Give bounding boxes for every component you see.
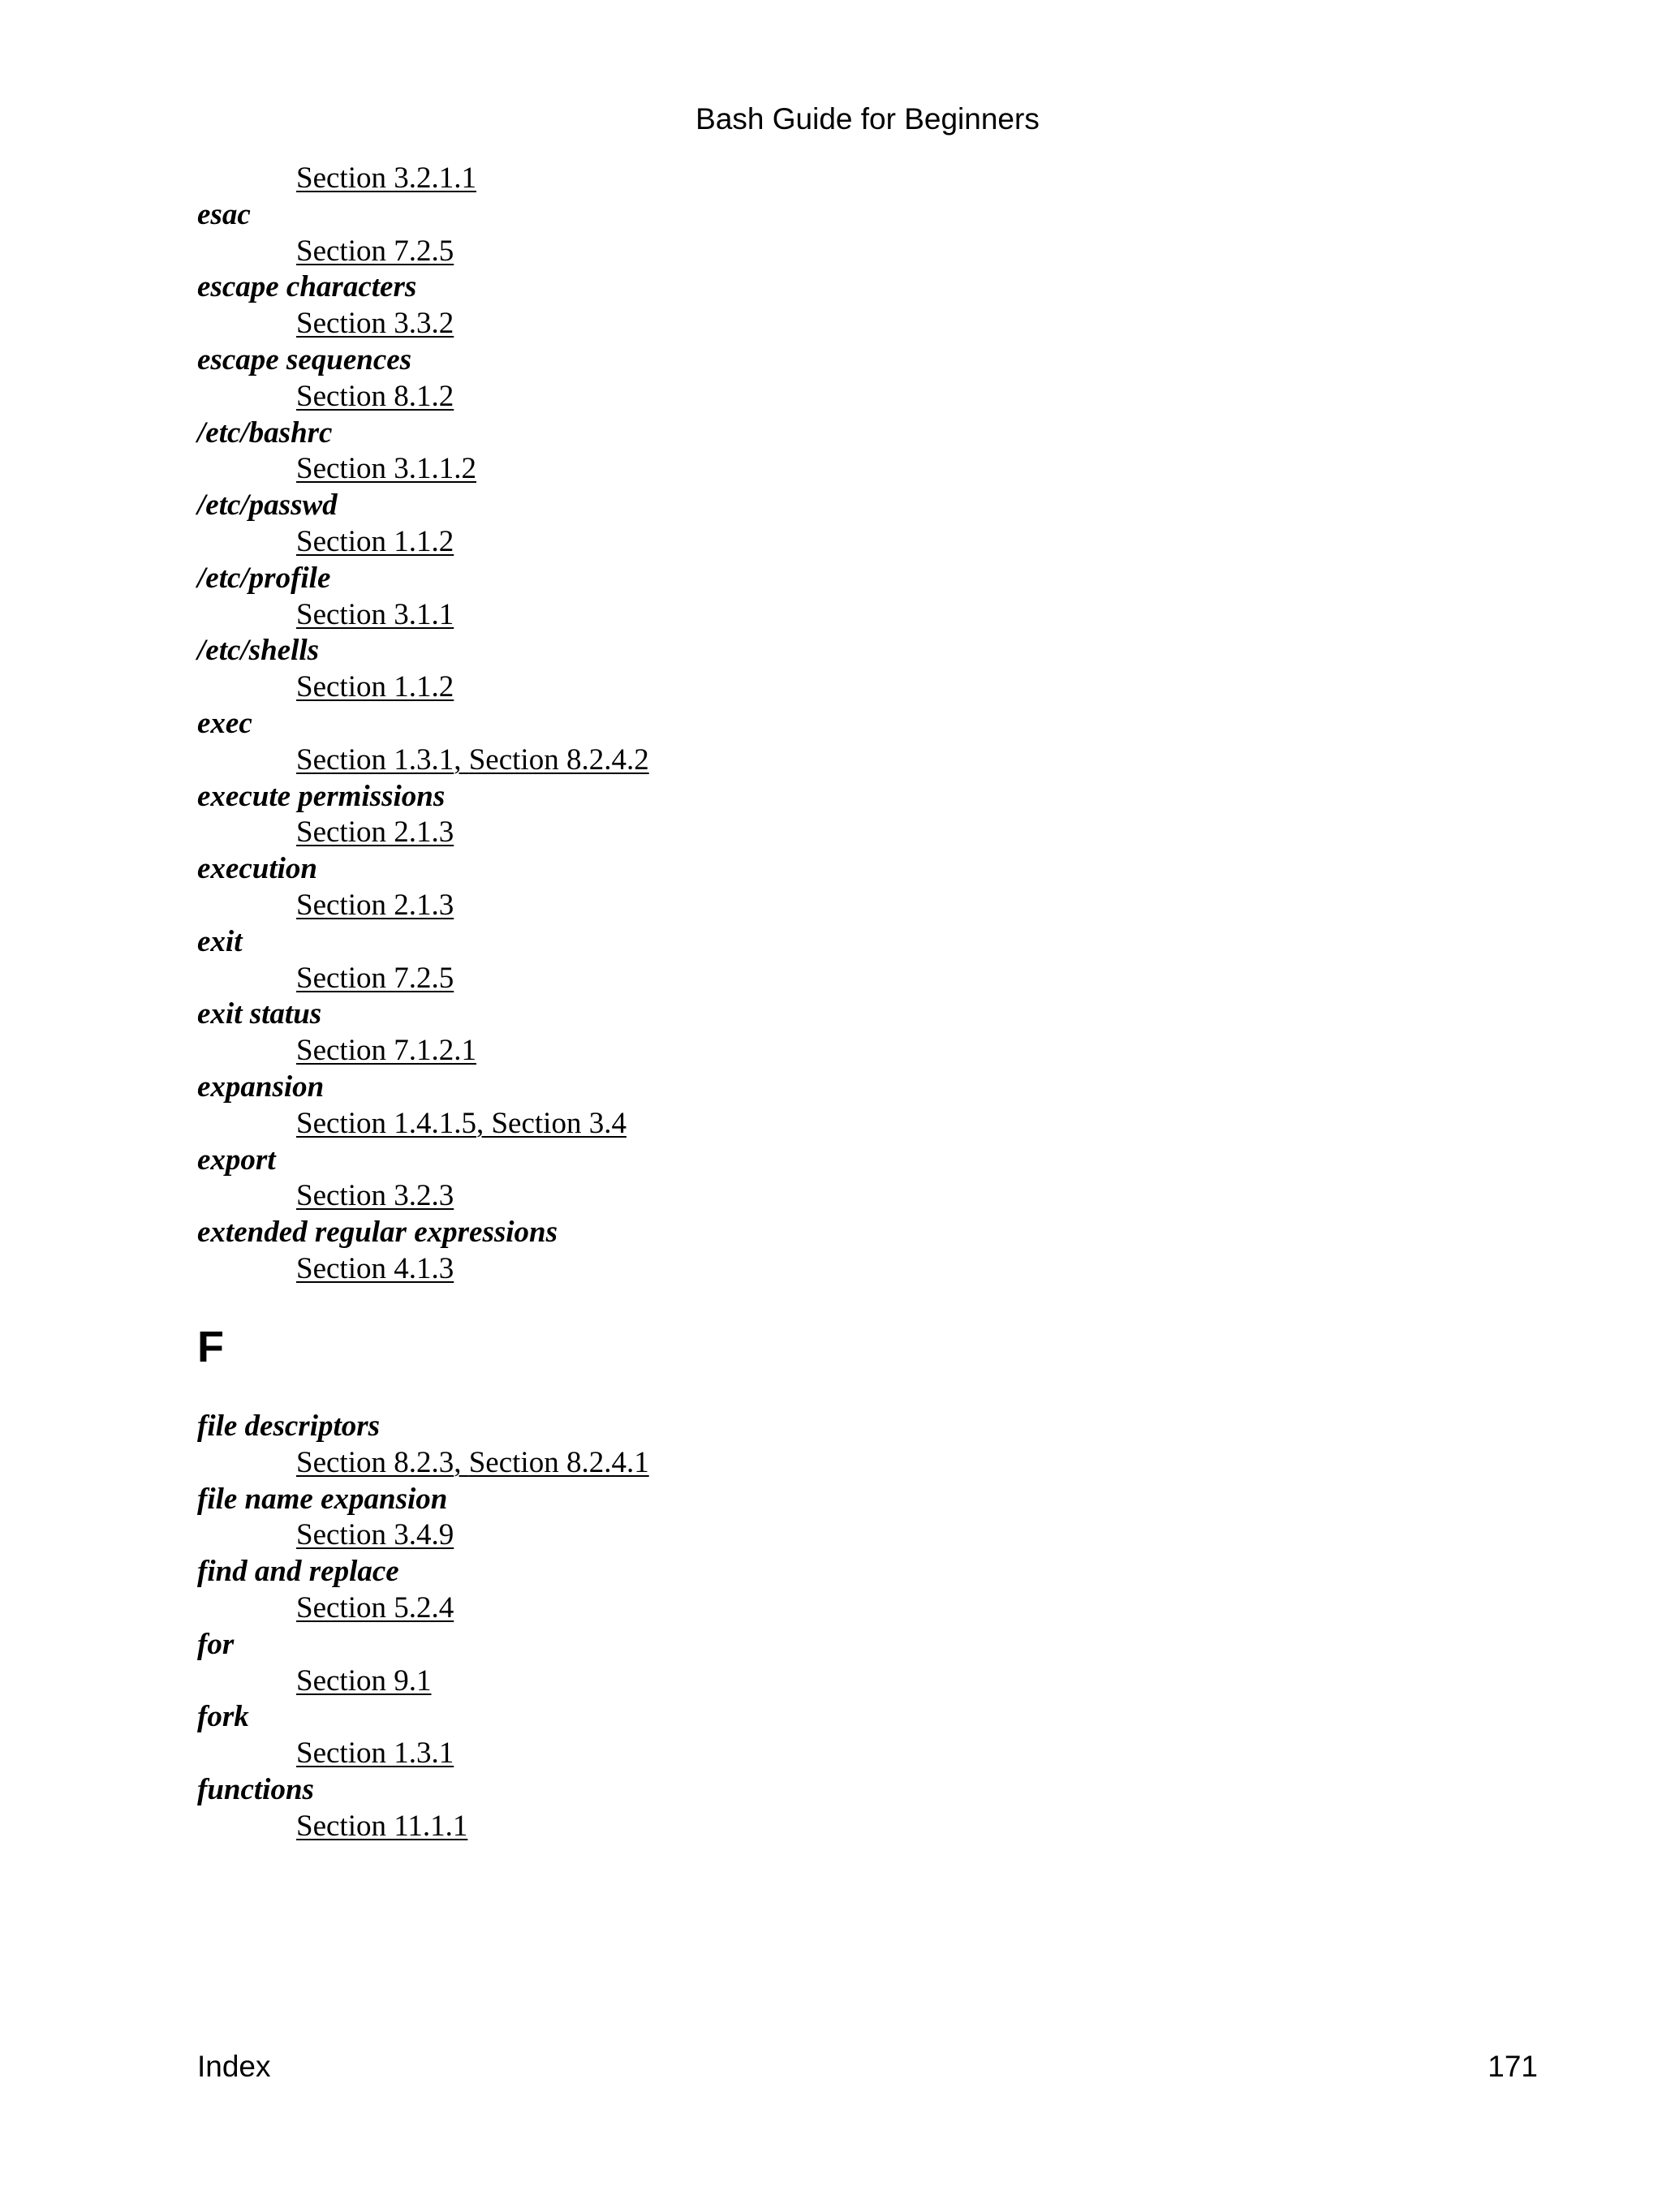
section-link-section-1-1-2[interactable]: Section 1.1.2 bbox=[296, 524, 454, 558]
index-refs bbox=[197, 1251, 649, 1288]
index-term-escape-sequences: escape sequences bbox=[197, 342, 412, 377]
index-refs bbox=[197, 669, 649, 706]
section-link-section-3-4-9[interactable]: Section 3.4.9 bbox=[296, 1518, 454, 1552]
index-term-etc-bashrc: /etc/bashrc bbox=[197, 415, 333, 450]
index-term-exit: exit bbox=[197, 924, 243, 958]
index-term-functions: functions bbox=[197, 1772, 314, 1806]
index-term-fork: fork bbox=[197, 1700, 249, 1734]
index-term-etc-shells: /etc/shells bbox=[197, 634, 320, 668]
index-refs bbox=[197, 1809, 649, 1845]
section-link-section-7-2-5[interactable]: Section 7.2.5 bbox=[296, 234, 454, 268]
index-refs bbox=[197, 1663, 649, 1700]
index-term-expansion: expansion bbox=[197, 1069, 325, 1104]
section-link-section-3-4[interactable]: Section 3.4 bbox=[491, 1106, 626, 1140]
section-link-section-8-2-4-1[interactable]: Section 8.2.4.1 bbox=[468, 1445, 649, 1479]
index-term-etc-profile: /etc/profile bbox=[197, 561, 331, 595]
index-term-exec: exec bbox=[197, 706, 252, 740]
section-link-section-7-1-2-1[interactable]: Section 7.1.2.1 bbox=[296, 1034, 476, 1068]
section-link-section-11-1-1[interactable]: Section 11.1.1 bbox=[296, 1809, 468, 1843]
index-refs bbox=[197, 234, 649, 270]
index-term-file-descriptors: file descriptors bbox=[197, 1409, 381, 1443]
section-link-section-3-3-2[interactable]: Section 3.3.2 bbox=[296, 307, 454, 341]
index-refs bbox=[197, 524, 649, 561]
ref-separator: , bbox=[454, 742, 469, 777]
running-header: Bash Guide for Beginners bbox=[695, 102, 1040, 136]
index-term-for: for bbox=[197, 1627, 235, 1661]
section-link-section-3-2-1-1[interactable]: Section 3.2.1.1 bbox=[296, 161, 476, 195]
section-link-section-7-2-5[interactable]: Section 7.2.5 bbox=[296, 961, 454, 995]
index-refs bbox=[197, 379, 649, 415]
section-link-section-8-2-4-2[interactable]: Section 8.2.4.2 bbox=[468, 742, 649, 777]
section-link-section-8-2-3[interactable]: Section 8.2.3 bbox=[296, 1445, 454, 1479]
index-refs bbox=[197, 1445, 649, 1482]
index-term-export: export bbox=[197, 1143, 276, 1177]
index-term-find-and-replace: find and replace bbox=[197, 1555, 399, 1589]
section-link-section-3-1-1-2[interactable]: Section 3.1.1.2 bbox=[296, 452, 476, 486]
section-link-section-4-1-3[interactable]: Section 4.1.3 bbox=[296, 1251, 454, 1285]
index-term-extended-regular-expressions: extended regular expressions bbox=[197, 1216, 558, 1250]
index-term-esac: esac bbox=[197, 197, 251, 231]
section-link-section-2-1-3[interactable]: Section 2.1.3 bbox=[296, 888, 454, 922]
index-term-file-name-expansion: file name expansion bbox=[197, 1482, 448, 1516]
index-refs bbox=[197, 1517, 649, 1554]
section-link-section-2-1-3[interactable]: Section 2.1.3 bbox=[296, 816, 454, 850]
section-link-section-8-1-2[interactable]: Section 8.1.2 bbox=[296, 379, 454, 413]
index-term-execution: execution bbox=[197, 852, 317, 886]
section-link-section-1-3-1[interactable]: Section 1.3.1 bbox=[296, 1736, 454, 1771]
index-refs bbox=[197, 1736, 649, 1772]
index-term-etc-passwd: /etc/passwd bbox=[197, 488, 338, 523]
index-term-escape-characters: escape characters bbox=[197, 270, 417, 304]
footer-section-name: Index bbox=[197, 2050, 271, 2083]
index-refs bbox=[197, 888, 649, 924]
index-refs bbox=[197, 597, 649, 634]
index-term-execute-permissions: execute permissions bbox=[197, 779, 446, 813]
section-link-section-3-1-1[interactable]: Section 3.1.1 bbox=[296, 597, 454, 631]
index-refs bbox=[197, 1033, 649, 1069]
index-refs bbox=[197, 161, 649, 197]
index-refs bbox=[197, 961, 649, 997]
section-link-section-1-1-2[interactable]: Section 1.1.2 bbox=[296, 670, 454, 704]
index-term-exit-status: exit status bbox=[197, 997, 322, 1031]
index-refs bbox=[197, 451, 649, 488]
index-refs bbox=[197, 1106, 649, 1143]
index-refs bbox=[197, 306, 649, 342]
section-link-section-3-2-3[interactable]: Section 3.2.3 bbox=[296, 1179, 454, 1213]
letter-heading-f: F bbox=[197, 1323, 224, 1371]
section-link-section-9-1[interactable]: Section 9.1 bbox=[296, 1663, 432, 1698]
index-refs bbox=[197, 742, 649, 779]
index-refs bbox=[197, 1178, 649, 1215]
section-link-section-1-4-1-5[interactable]: Section 1.4.1.5 bbox=[296, 1106, 476, 1140]
ref-separator: , bbox=[454, 1445, 469, 1479]
section-link-section-1-3-1[interactable]: Section 1.3.1 bbox=[296, 742, 454, 777]
index-section-f bbox=[197, 1409, 649, 1845]
index-section-e bbox=[197, 161, 649, 1288]
section-link-section-5-2-4[interactable]: Section 5.2.4 bbox=[296, 1590, 454, 1625]
index-refs bbox=[197, 815, 649, 851]
index-refs bbox=[197, 1590, 649, 1627]
footer-page-number: 171 bbox=[1488, 2050, 1538, 2083]
ref-separator: , bbox=[476, 1106, 492, 1140]
